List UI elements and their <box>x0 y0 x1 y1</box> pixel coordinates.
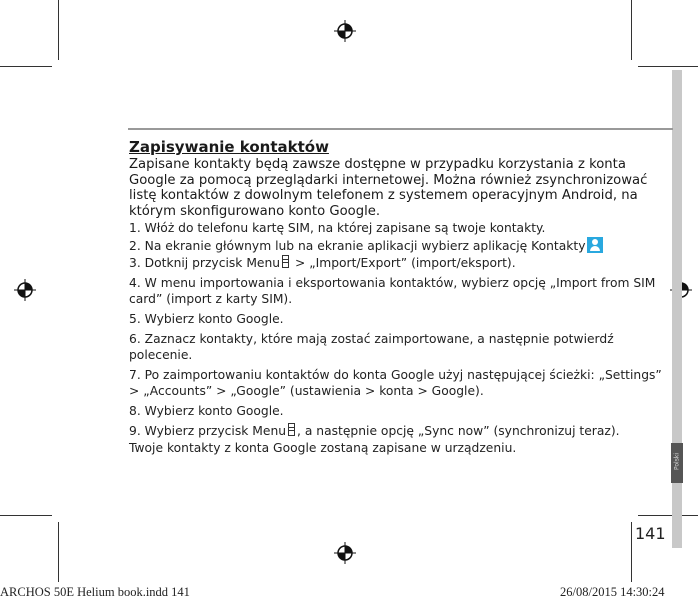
step-item <box>129 423 669 439</box>
crop-mark <box>0 515 52 516</box>
crop-mark <box>638 66 698 67</box>
step-item: 4. W menu importowania i eksportowania kontaktów, wybierz opcję „Import from SIM card” (import z karty SIM). <box>129 276 656 306</box>
crop-mark <box>58 0 59 60</box>
section-heading: Zapisywanie kontaktów <box>129 138 329 156</box>
step-text: 9. Wybierz przycisk Menu <box>129 424 287 438</box>
registration-mark-icon <box>334 542 356 564</box>
intro-paragraph: Zapisane kontakty będą zawsze dostępne w przypadku korzystania z konta Google za pomocą przeglądarki internetowej. Można również zsynchronizować listę kontaktów z dowolnym telefonem z systemem operacyjnym Android, na którym skonfigurowano konto Google. <box>129 157 648 219</box>
language-tab <box>671 443 683 483</box>
registration-mark-icon <box>14 279 36 301</box>
page-number: 141 <box>635 524 666 543</box>
step-item: 5. Wybierz konto Google. <box>129 312 284 326</box>
menu-icon <box>282 255 289 268</box>
registration-mark-icon <box>334 20 356 42</box>
footer-file-info: ARCHOS 50E Helium book.indd 141 <box>0 585 190 599</box>
crop-mark <box>631 0 632 60</box>
crop-mark <box>58 522 59 582</box>
main-content <box>129 138 669 460</box>
crop-mark <box>0 66 52 67</box>
step-item: 8. Wybierz konto Google. <box>129 404 284 418</box>
step-item: 6. Zaznacz kontakty, które mają zostać zaimportowane, a następnie potwierdź polecenie. <box>129 332 614 362</box>
crop-mark <box>638 515 698 516</box>
step-item <box>129 255 669 271</box>
step-item: 1. Włóż do telefonu kartę SIM, na której zapisane są twoje kontakty. <box>129 221 546 235</box>
menu-icon <box>288 423 295 436</box>
step-item: 7. Po zaimportowaniu kontaktów do konta Google użyj następującej ścieżki: „Settings” > „Accounts” > „Google” (ustawienia > konta > Google). <box>129 368 662 398</box>
contacts-app-icon <box>587 237 603 253</box>
section-divider <box>128 128 673 130</box>
language-tab-label: Polski <box>673 453 681 471</box>
step-text: , a następnie opcję „Sync now” (synchronizuj teraz). <box>297 424 620 438</box>
crop-mark <box>631 522 632 582</box>
step-item <box>129 237 669 254</box>
step-text: > „Import/Export” (import/eksport). <box>291 256 516 270</box>
step-item: Twoje kontakty z konta Google zostaną zapisane w urządzeniu. <box>129 441 517 455</box>
step-text: 3. Dotknij przycisk Menu <box>129 256 281 270</box>
footer-timestamp: 26/08/2015 14:30:24 <box>560 585 665 599</box>
step-text: 2. Na ekranie głównym lub na ekranie aplikacji wybierz aplikację Kontakty <box>129 239 586 253</box>
